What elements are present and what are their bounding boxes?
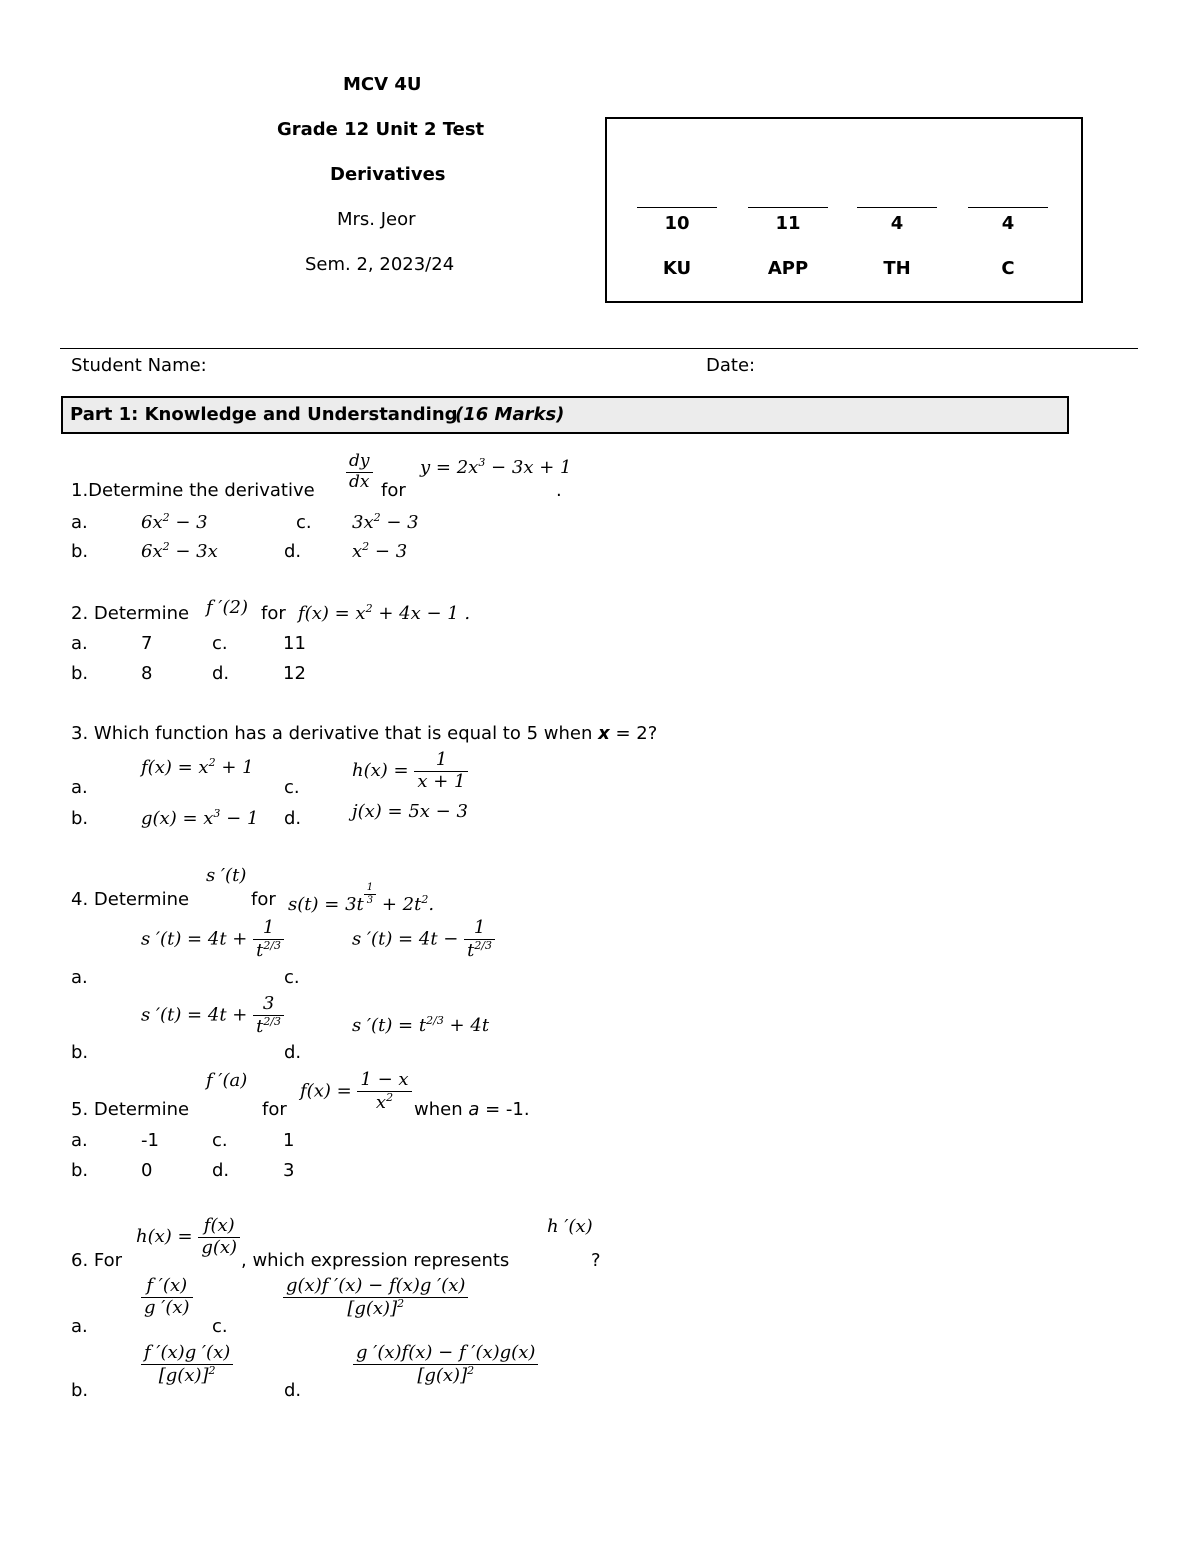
score-line-ku (637, 207, 717, 208)
q1-d-label: d. (284, 541, 302, 562)
q4-b-label: b. (71, 1042, 89, 1063)
q3-prompt (71, 723, 657, 744)
teacher-name: Mrs. Jeor (337, 209, 416, 230)
q6-mid: , which expression represents (241, 1250, 510, 1271)
q2-fprime: f ′(2) (206, 597, 248, 618)
q6-c-option[interactable]: $\frac{g(x)f '(x) - f(x)g '(x)}{[g(x)]^2}$ (283, 1276, 468, 1319)
q2-prompt: 2. Determine (71, 603, 190, 624)
q5-a-option[interactable]: -1 (141, 1130, 159, 1151)
test-title: Grade 12 Unit 2 Test (277, 119, 485, 140)
q4-b-option[interactable]: s ′(t) = 4t + $\frac{3}{t^{2/3}}$ (141, 994, 284, 1037)
marks-app-value: 11 (775, 213, 801, 234)
q6-a-label: a. (71, 1316, 88, 1337)
q3-c-option[interactable]: h(x) = $\frac{1}{x + 1}$ (352, 750, 468, 792)
q6-d-option[interactable]: $\frac{g '(x)f(x) - f '(x)g(x)}{[g(x)]^2}$ (353, 1343, 538, 1386)
q4-d-option[interactable]: s $'(t) = t^{2/3} + 4t$ (352, 1014, 490, 1036)
q3-prompt-text: 3. Which function has a derivative that is equal to 5 when (71, 723, 593, 744)
q2-a-label: a. (71, 633, 88, 654)
q2-c-label: c. (212, 633, 228, 654)
q6-hprime: h ′(x) (547, 1216, 593, 1237)
marks-c-value: 4 (1001, 213, 1015, 234)
q1-c-option[interactable]: $3x^2 - 3$ (352, 511, 419, 533)
q4-sprime: s ′(t) (206, 865, 247, 886)
q6-b-label: b. (71, 1380, 89, 1401)
q5-for: for (262, 1099, 287, 1120)
q4-a-option[interactable]: s ′(t) = 4t + $\frac{1}{t^{2/3}}$ (141, 918, 284, 961)
q5-b-label: b. (71, 1160, 89, 1181)
q3-b-label: b. (71, 808, 89, 829)
q1-b-option[interactable]: $6x^2 - 3x$ (141, 540, 218, 562)
q3-var: x (598, 723, 610, 744)
marks-th-label: TH (883, 258, 911, 279)
q4-a-label: a. (71, 967, 88, 988)
q2-b-option[interactable]: 8 (141, 663, 153, 684)
q6-b-option[interactable]: $\frac{f '(x)g '(x)}{[g(x)]^2}$ (141, 1343, 233, 1386)
marks-ku-value: 10 (664, 213, 690, 234)
q5-var: a (468, 1099, 480, 1120)
q3-d-label: d. (284, 808, 302, 829)
score-line-app (748, 207, 828, 208)
q6-function: h(x) = $\frac{f(x)}{g(x)}$ (136, 1216, 240, 1258)
q6-a-option[interactable]: $\frac{f '(x)}{g '(x)}$ (141, 1276, 193, 1318)
subject-title: Derivatives (330, 164, 446, 185)
q2-d-option[interactable]: 12 (283, 663, 306, 684)
q3-b-option[interactable]: $g(x) = x^3 - 1$ (141, 807, 259, 829)
score-line-c (968, 207, 1048, 208)
q5-cond: = -1. (485, 1099, 530, 1120)
q2-c-option[interactable]: 11 (283, 633, 306, 654)
q5-c-label: c. (212, 1130, 228, 1151)
score-line-th (857, 207, 937, 208)
q5-fprime: f ′(a) (206, 1070, 248, 1091)
q4-for: for (251, 889, 276, 910)
q1-b-label: b. (71, 541, 89, 562)
marks-app-label: APP (767, 258, 809, 279)
q5-c-option[interactable]: 1 (283, 1130, 295, 1151)
q1-a-option[interactable]: $6x^2 - 3$ (141, 511, 208, 533)
q4-d-label: d. (284, 1042, 302, 1063)
q3-d-option[interactable]: j(x) = 5x − 3 (352, 801, 468, 822)
q5-when-text: when (414, 1099, 463, 1120)
q1-prompt: 1.Determine the derivative (71, 480, 315, 501)
part1-marks: (16 Marks) (455, 404, 565, 425)
marks-th-value: 4 (890, 213, 904, 234)
student-name-label: Student Name: (71, 355, 207, 376)
marks-ku-label: KU (662, 258, 692, 279)
date-label: Date: (706, 355, 756, 376)
q2-a-option[interactable]: 7 (141, 633, 153, 654)
q6-end: ? (591, 1250, 601, 1271)
q5-when (414, 1099, 530, 1120)
q1-for: for (381, 480, 406, 501)
q2-d-label: d. (212, 663, 230, 684)
q5-prompt: 5. Determine (71, 1099, 190, 1120)
q1-d-option[interactable]: $x^2 - 3$ (352, 540, 408, 562)
q4-c-option[interactable]: s ′(t) = 4t − $\frac{1}{t^{2/3}}$ (352, 918, 495, 961)
q1-a-label: a. (71, 512, 88, 533)
q3-a-label: a. (71, 777, 88, 798)
q2-for: for (261, 603, 286, 624)
q5-d-label: d. (212, 1160, 230, 1181)
q1-end: . (556, 480, 562, 501)
course-code: MCV 4U (343, 74, 422, 95)
q5-a-label: a. (71, 1130, 88, 1151)
q3-cond: = 2? (615, 723, 658, 744)
q2-b-label: b. (71, 663, 89, 684)
divider (60, 348, 1138, 349)
q6-prompt: 6. For (71, 1250, 123, 1271)
q3-c-label: c. (284, 777, 300, 798)
q6-c-label: c. (212, 1316, 228, 1337)
q5-d-option[interactable]: 3 (283, 1160, 295, 1181)
q5-function: f(x) = $\frac{1 - x}{x^2}$ (300, 1070, 412, 1113)
q4-function: s(t) = 3t $^{\frac{1}{3}}$ + $2t^2$. (288, 882, 435, 915)
q4-c-label: c. (284, 967, 300, 988)
q1-dydx: $\frac{dy}{dx}$ (346, 452, 373, 492)
q2-function: $f(x) = x^2 + 4x - 1$ . (298, 602, 471, 624)
q3-a-option[interactable]: $f(x) = x^2 + 1$ (141, 756, 254, 778)
q1-function: $y = 2x^3 - 3x + 1$ (420, 456, 572, 478)
part1-header (61, 396, 1069, 434)
q4-prompt: 4. Determine (71, 889, 190, 910)
q1-c-label: c. (296, 512, 312, 533)
q6-d-label: d. (284, 1380, 302, 1401)
semester: Sem. 2, 2023/24 (305, 254, 455, 275)
marks-c-label: C (1001, 258, 1015, 279)
part1-title: Part 1: Knowledge and Understanding (70, 404, 458, 425)
q5-b-option[interactable]: 0 (141, 1160, 153, 1181)
